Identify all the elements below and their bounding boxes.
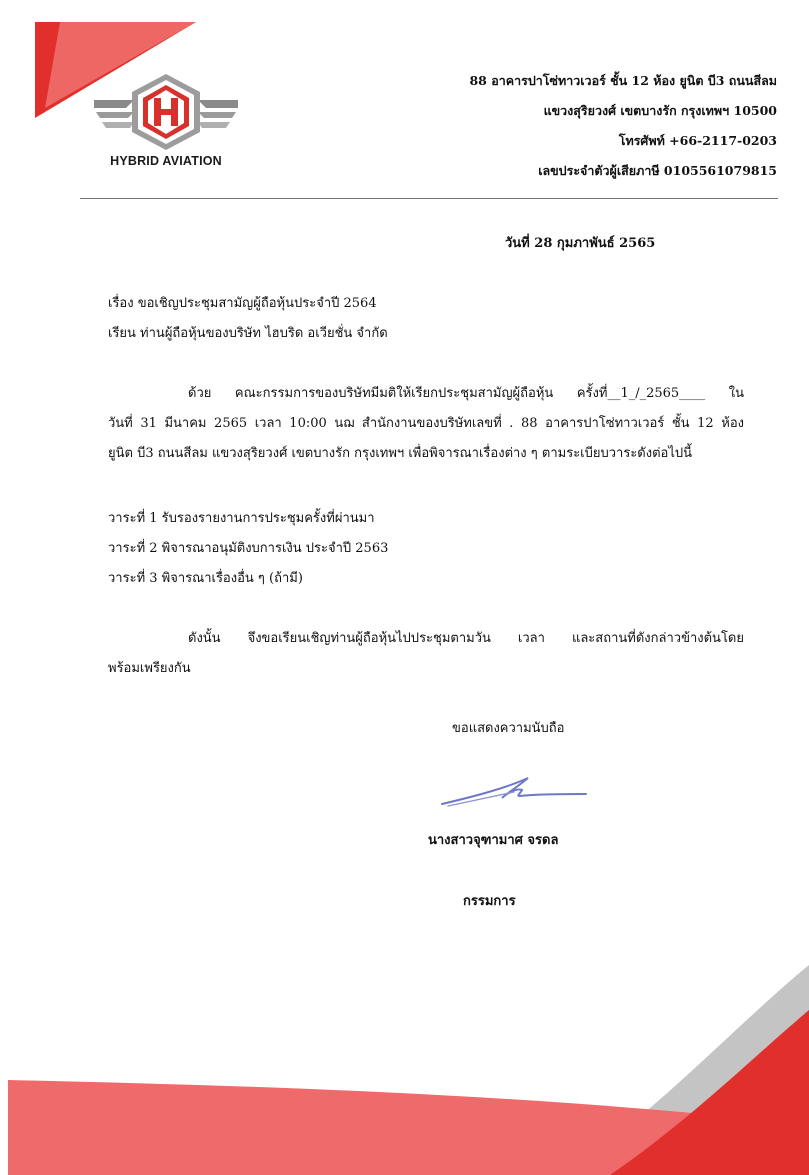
signature-icon	[436, 770, 596, 814]
para2-line-1: ดังนั้น จึงขอเรียนเชิญท่านผู้ถือหุ้นไปประชุมตามวัน เวลา และสถานที่ดังกล่าวข้างต้นโดย	[188, 631, 744, 646]
company-logo	[86, 70, 246, 180]
address-line-2: แขวงสุริยวงศ์ เขตบางรัก กรุงเทพฯ 10500	[543, 103, 777, 118]
signer-title: กรรมการ	[463, 894, 516, 909]
bottom-gray-band	[560, 965, 809, 1175]
agenda-item-1: วาระที่ 1 รับรองรายงานการประชุมครั้งที่ผ่านมา	[108, 511, 375, 526]
address-line-1: 88 อาคารปาโซ่ทาวเวอร์ ชั้น 12 ห้อง ยูนิต บี3 ถนนสีลม	[469, 73, 777, 88]
header-divider	[80, 198, 778, 199]
logo-emblem-icon	[86, 70, 246, 154]
company-address	[469, 66, 777, 186]
para1-line-3: ยูนิต บี3 ถนนสีลม แขวงสุริยวงศ์ เขตบางรัก กรุงเทพฯ เพื่อพิจารณาเรื่องต่าง ๆ ตามระเบียบวาระดังต่อไปนี้	[108, 446, 693, 461]
para2-line-2: พร้อมเพรียงกัน	[108, 661, 191, 676]
para1-line-1: ด้วย คณะกรรมการของบริษัทมีมติให้เรียกประชุมสามัญผู้ถือหุ้น ครั้งที่__1_/_2565____ ใน	[188, 386, 744, 401]
agenda-item-2: วาระที่ 2 พิจารณาอนุมัติงบการเงิน ประจำปี 2563	[108, 541, 389, 556]
logo-wordmark: HYBRID AVIATION	[110, 154, 222, 168]
letter-recipient: เรียน ท่านผู้ถือหุ้นของบริษัท ไฮบริด อเวียชั่น จำกัด	[108, 326, 388, 341]
tax-id-line: เลขประจำตัวผู้เสียภาษี 0105561079815	[538, 163, 777, 178]
bottom-light-red-band	[8, 1080, 809, 1175]
letter-subject: เรื่อง ขอเชิญประชุมสามัญผู้ถือหุ้นประจำปี 2564	[108, 296, 377, 311]
phone-line: โทรศัพท์ +66-2117-0203	[618, 133, 777, 148]
signer-name: นางสาวจุฑามาศ จรดล	[428, 833, 559, 848]
bottom-red-band	[610, 1010, 809, 1175]
letter-date: วันที่ 28 กุมภาพันธ์ 2565	[505, 236, 656, 251]
closing-phrase: ขอแสดงความนับถือ	[452, 721, 565, 736]
agenda-item-3: วาระที่ 3 พิจารณาเรื่องอื่น ๆ (ถ้ามี)	[108, 571, 303, 586]
para1-line-2: วันที่ 31 มีนาคม 2565 เวลา 10:00 นฌ สำนักงานของบริษัทเลขที่ . 88 อาคารปาโซ่ทาวเวอร์ ชั้น 12 ห้อง	[108, 416, 744, 431]
